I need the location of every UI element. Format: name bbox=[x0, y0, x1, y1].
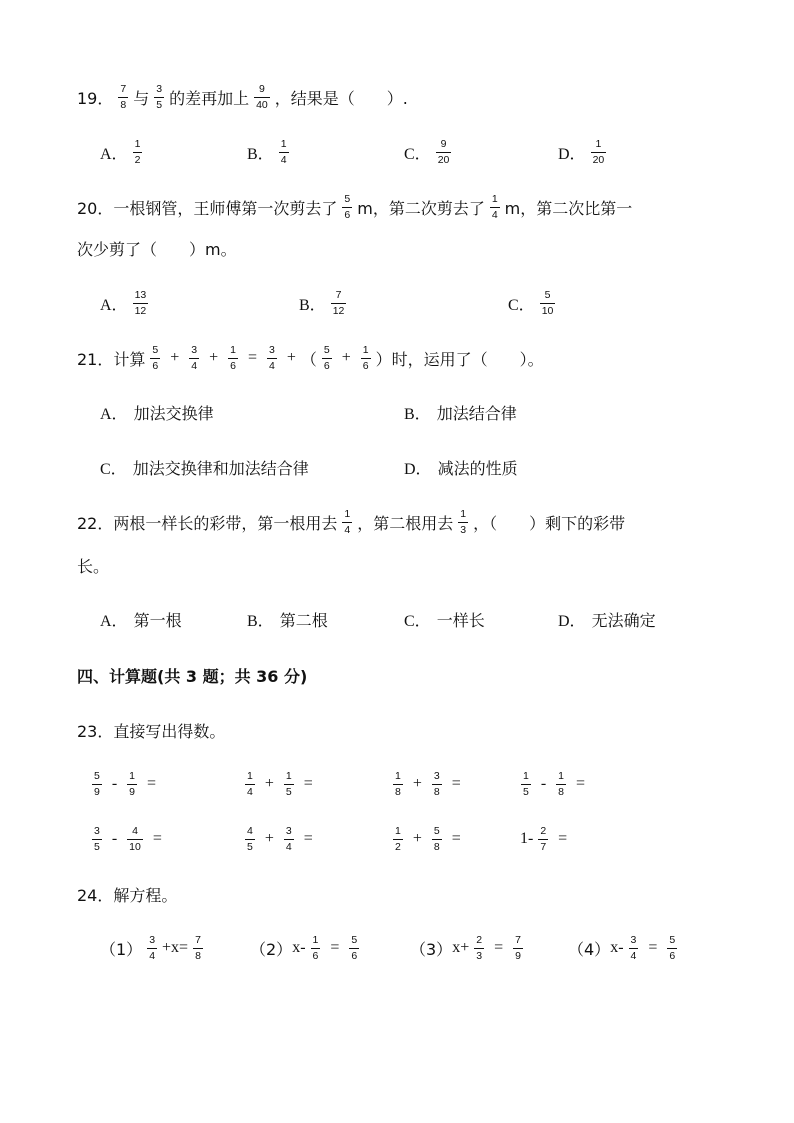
question-number: 20． bbox=[77, 198, 114, 218]
question-20-line-2: 次少剪了（ ）m。 bbox=[77, 239, 237, 259]
option-b[interactable]: B． $\frac{1}{4}$ bbox=[247, 138, 287, 166]
fraction: $\frac{7}{12}$ bbox=[332, 289, 345, 317]
fraction: $\frac{5}{6}$ bbox=[344, 193, 351, 221]
option-c[interactable]: C． $\frac{9}{20}$ bbox=[404, 138, 450, 166]
question-text: m，第二次剪去了 bbox=[357, 198, 485, 218]
question-text: ，（ ）剩下的彩带 bbox=[473, 513, 626, 533]
fraction: $\frac{1}{4}$ bbox=[280, 138, 287, 166]
fraction: $\frac{1}{4}$ bbox=[491, 193, 498, 221]
question-24 bbox=[77, 872, 177, 916]
option-d[interactable]: D． 无法确定 bbox=[558, 610, 656, 630]
question-text: ，结果是（ ）. bbox=[274, 88, 408, 108]
calc-item: $\frac{1}{5}$ - $\frac{1}{8}$ = bbox=[523, 770, 586, 798]
question-text: 的差再加上 bbox=[169, 88, 250, 108]
section-heading: 四、计算题(共 3 题；共 36 分) bbox=[77, 666, 308, 686]
left-paren: （ bbox=[300, 349, 317, 369]
question-text: 解方程。 bbox=[113, 885, 178, 905]
question-number: 23． bbox=[77, 721, 114, 741]
right-paren: ） bbox=[375, 349, 392, 369]
calc-item: $\frac{1}{2}$ + $\frac{5}{8}$ = bbox=[395, 825, 461, 853]
option-c[interactable]: C． $\frac{5}{10}$ bbox=[508, 289, 554, 317]
option-a[interactable]: A． $\frac{13}{12}$ bbox=[100, 289, 147, 317]
equation-4: （4） x- $\frac{3}{4}$ = $\frac{5}{6}$ bbox=[568, 934, 676, 962]
plus-sign: + bbox=[209, 349, 219, 366]
option-d[interactable]: D． $\frac{1}{20}$ bbox=[558, 138, 605, 166]
option-a[interactable]: A． $\frac{1}{2}$ bbox=[100, 138, 141, 166]
calc-item: $\frac{4}{5}$ + $\frac{3}{4}$ = bbox=[247, 825, 313, 853]
fraction: $\frac{1}{20}$ bbox=[592, 138, 605, 166]
option-d[interactable]: D． 减法的性质 bbox=[404, 458, 518, 478]
fraction: $\frac{5}{10}$ bbox=[541, 289, 554, 317]
fraction: $\frac{1}{2}$ bbox=[134, 138, 141, 166]
plus-sign: + bbox=[170, 349, 180, 366]
question-22 bbox=[77, 500, 625, 544]
fraction: $\frac{5}{6}$ bbox=[323, 344, 330, 372]
fraction: $\frac{1}{6}$ bbox=[230, 344, 236, 372]
fraction: $\frac{1}{3}$ bbox=[460, 508, 467, 536]
question-text: m，第二次比第一 bbox=[504, 198, 633, 218]
option-a[interactable]: A． 第一根 bbox=[100, 610, 182, 630]
plus-sign: + bbox=[341, 349, 351, 366]
question-number: 21． bbox=[77, 349, 114, 369]
question-number: 19． bbox=[77, 88, 114, 108]
question-text: 时，运用了（ ）。 bbox=[391, 349, 544, 369]
option-c[interactable]: C． 一样长 bbox=[404, 610, 485, 630]
question-number: 24． bbox=[77, 885, 114, 905]
calc-item: $\frac{3}{5}$ - $\frac{4}{10}$ = bbox=[94, 825, 162, 853]
question-text: 计算 bbox=[113, 349, 146, 369]
calc-item: 1- $\frac{2}{7}$ = bbox=[520, 825, 568, 853]
fraction: $\frac{1}{4}$ bbox=[344, 508, 351, 536]
option-b[interactable]: B． $\frac{7}{12}$ bbox=[299, 289, 345, 317]
question-text: 直接写出得数。 bbox=[113, 721, 226, 741]
fraction: $\frac{9}{40}$ bbox=[256, 83, 268, 111]
equals-sign: = bbox=[247, 349, 258, 366]
fraction: $\frac{9}{20}$ bbox=[437, 138, 450, 166]
equation-3: （3） x+ $\frac{2}{3}$ = $\frac{7}{9}$ bbox=[410, 934, 521, 962]
question-19 bbox=[77, 75, 408, 119]
fraction: $\frac{13}{12}$ bbox=[134, 289, 147, 317]
option-c[interactable]: C． 加法交换律和加法结合律 bbox=[100, 458, 309, 478]
question-23 bbox=[77, 708, 225, 752]
question-21 bbox=[77, 336, 544, 380]
equation-2: （2） x- $\frac{1}{6}$ = $\frac{5}{6}$ bbox=[250, 934, 358, 962]
fraction: $\frac{3}{4}$ bbox=[269, 344, 275, 372]
equation-1: （1） $\frac{3}{4}$ +x= $\frac{7}{8}$ bbox=[100, 934, 201, 962]
fraction: $\frac{7}{8}$ bbox=[120, 83, 127, 111]
calc-item: $\frac{1}{8}$ + $\frac{3}{8}$ = bbox=[395, 770, 461, 798]
plus-sign: + bbox=[286, 349, 296, 366]
calc-item: $\frac{1}{4}$ + $\frac{1}{5}$ = bbox=[247, 770, 313, 798]
option-a[interactable]: A． 加法交换律 bbox=[100, 403, 214, 423]
question-22-line-2: 长。 bbox=[77, 556, 110, 576]
calc-item: $\frac{5}{9}$ - $\frac{1}{9}$ = bbox=[94, 770, 157, 798]
option-b[interactable]: B． 第二根 bbox=[247, 610, 328, 630]
question-text: ，第二根用去 bbox=[357, 513, 454, 533]
question-number: 22． bbox=[77, 513, 114, 533]
fraction: $\frac{1}{6}$ bbox=[362, 344, 369, 372]
question-text: 两根一样长的彩带，第一根用去 bbox=[113, 513, 338, 533]
fraction: $\frac{3}{5}$ bbox=[156, 83, 163, 111]
fraction: $\frac{5}{6}$ bbox=[152, 344, 159, 372]
question-20 bbox=[77, 185, 632, 229]
question-text: 与 bbox=[133, 88, 150, 108]
question-text: 一根钢管，王师傅第一次剪去了 bbox=[113, 198, 338, 218]
option-b[interactable]: B． 加法结合律 bbox=[404, 403, 517, 423]
fraction: $\frac{3}{4}$ bbox=[191, 344, 198, 372]
